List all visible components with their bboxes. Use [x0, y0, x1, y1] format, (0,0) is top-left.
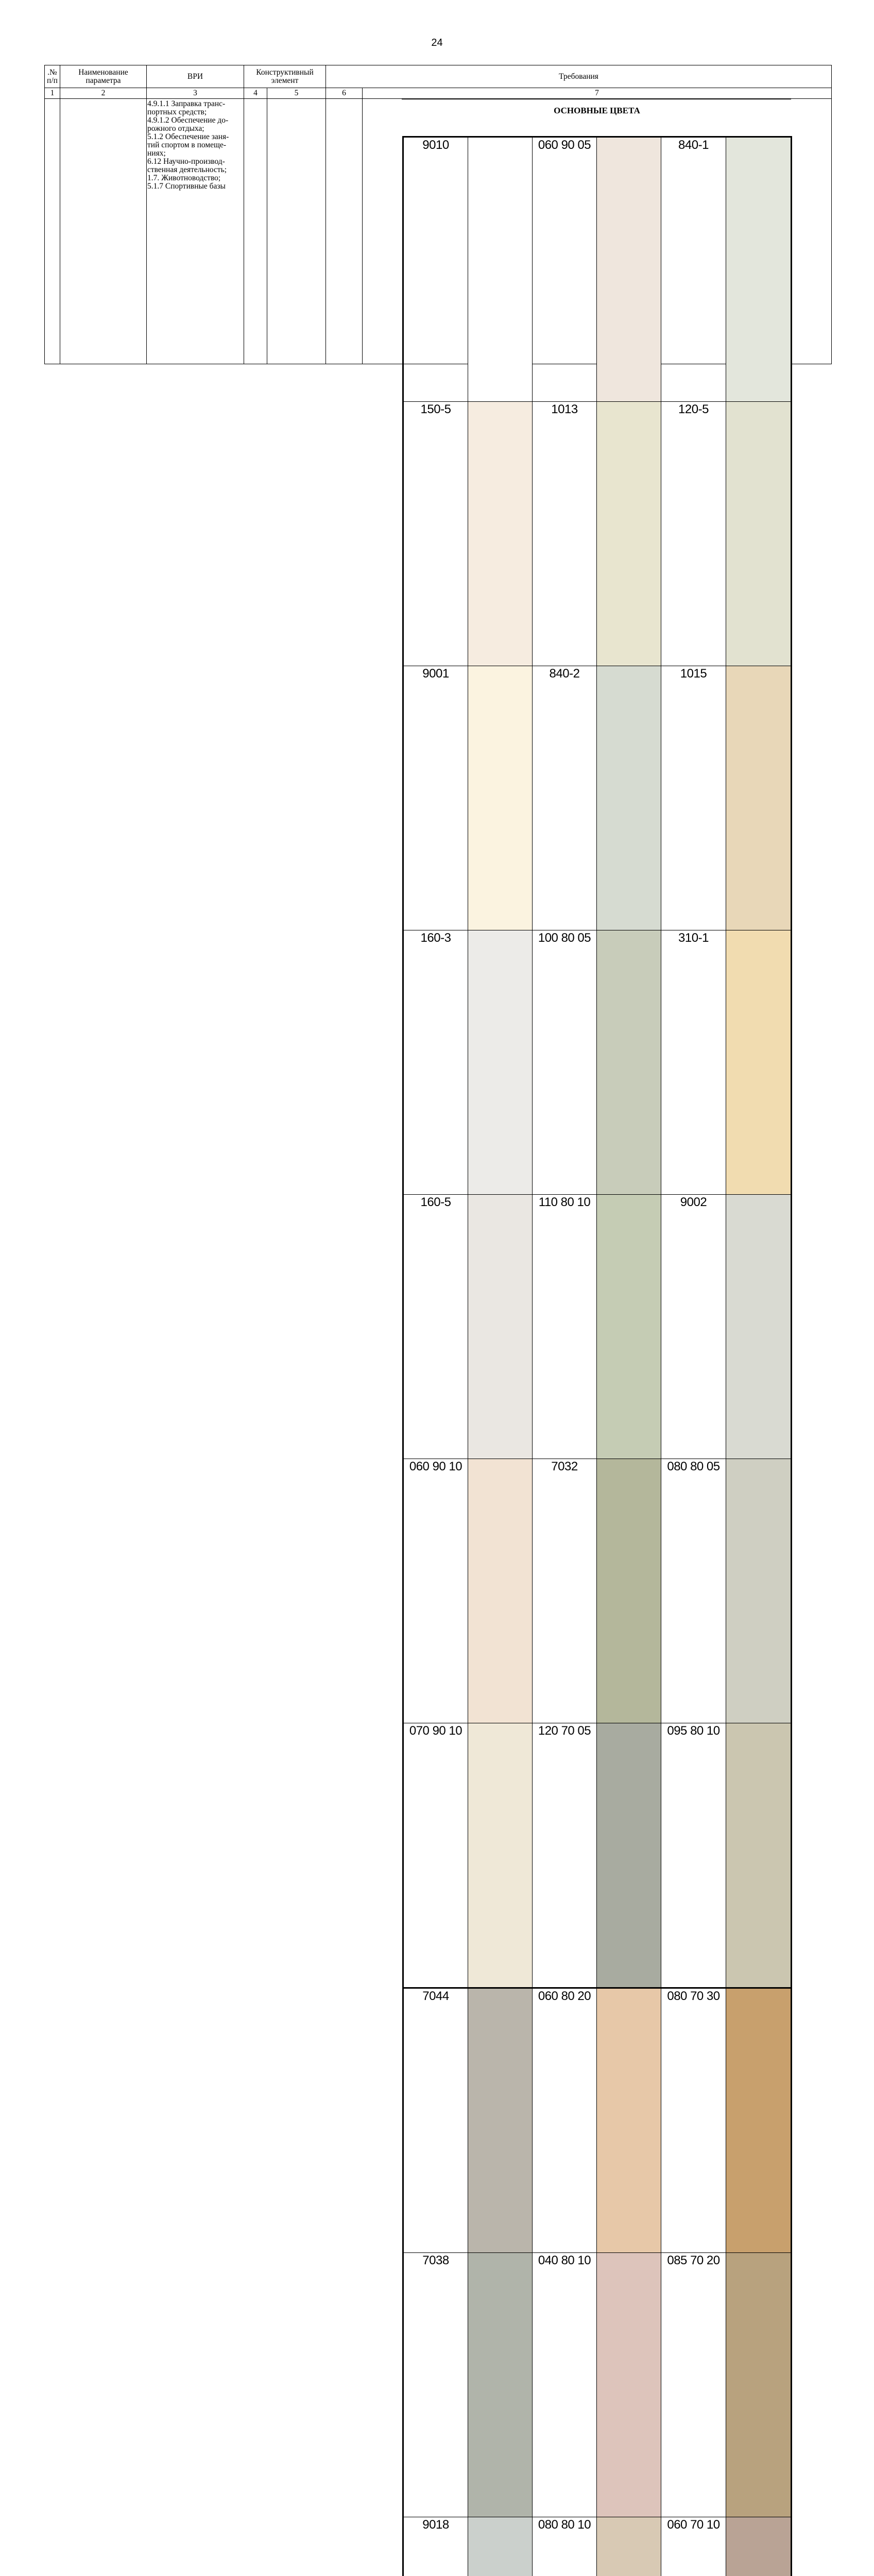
color-code: 1013: [533, 402, 597, 666]
column-number: 5: [267, 88, 326, 99]
color-code: 160-3: [404, 930, 468, 1195]
color-code: 060 90 10: [404, 1459, 468, 1723]
vri-line: 4.9.1.1 Заправка транс-: [147, 100, 243, 108]
column-number: 6: [326, 88, 363, 99]
palette-row: [404, 2517, 791, 2576]
color-code: 040 80 10: [533, 2253, 597, 2517]
color-swatch: [597, 666, 661, 930]
color-swatch: [726, 1988, 791, 2253]
color-code: 150-5: [404, 402, 468, 666]
color-code: 120-5: [661, 402, 726, 666]
color-palette-table: [403, 137, 791, 2576]
vri-line: ственная деятельность;: [147, 166, 243, 174]
color-code: 080 80 05: [661, 1459, 726, 1723]
column-number: 2: [60, 88, 147, 99]
color-swatch: [726, 1459, 791, 1723]
header-row: [45, 65, 832, 88]
color-code: 085 70 20: [661, 2253, 726, 2517]
color-code: 095 80 10: [661, 1723, 726, 1988]
color-code: 7038: [404, 2253, 468, 2517]
column-number: 4: [244, 88, 267, 99]
color-swatch: [726, 138, 791, 402]
color-swatch: [468, 402, 533, 666]
cell-number: [45, 99, 60, 364]
color-swatch: [597, 1988, 661, 2253]
header-col-param: Наименование параметра: [60, 65, 147, 88]
palette-row: [404, 1988, 791, 2253]
color-code: 9001: [404, 666, 468, 930]
palette-row: [404, 666, 791, 930]
cell-6: [326, 99, 363, 364]
color-code: 060 90 05: [533, 138, 597, 402]
cell-element-4: [244, 99, 267, 364]
color-swatch: [468, 930, 533, 1195]
vri-line: 5.1.7 Спортивные базы: [147, 182, 243, 191]
color-code: 7032: [533, 1459, 597, 1723]
cell-vri: [147, 99, 244, 364]
color-swatch: [726, 666, 791, 930]
color-code: 060 80 20: [533, 1988, 597, 2253]
palette-row: [404, 2253, 791, 2517]
color-swatch: [597, 930, 661, 1195]
color-code: 160-5: [404, 1195, 468, 1459]
header-col-vri: ВРИ: [147, 65, 244, 88]
color-swatch: [468, 1459, 533, 1723]
palette-row: [404, 1723, 791, 1988]
page-number: 24: [0, 37, 874, 49]
color-swatch: [597, 1459, 661, 1723]
color-swatch: [597, 1195, 661, 1459]
color-swatch: [726, 930, 791, 1195]
palette-row: [404, 930, 791, 1195]
color-code: 840-2: [533, 666, 597, 930]
color-code: 1015: [661, 666, 726, 930]
vri-line: 1.7. Животноводство;: [147, 174, 243, 182]
color-code: 100 80 05: [533, 930, 597, 1195]
column-number-row: [45, 88, 832, 99]
vri-line: тий спортом в помеще-: [147, 141, 243, 149]
color-swatch: [726, 2517, 791, 2576]
header-col-requirements: Требования: [326, 65, 832, 88]
header-col-number: .№ п/п: [45, 65, 60, 88]
color-code: 9002: [661, 1195, 726, 1459]
column-number: 3: [147, 88, 244, 99]
cell-param: [60, 99, 147, 364]
column-number: 7: [363, 88, 832, 99]
color-swatch: [468, 1195, 533, 1459]
color-swatch: [468, 666, 533, 930]
vri-line: рожного отдыха;: [147, 125, 243, 133]
vri-line: портных средств;: [147, 108, 243, 116]
palette-title: ОСНОВНЫЕ ЦВЕТА: [363, 107, 831, 115]
color-swatch: [468, 2253, 533, 2517]
cell-element-5: [267, 99, 326, 364]
vri-line: 5.1.2 Обеспечение заня-: [147, 133, 243, 141]
requirements-table: [44, 65, 832, 364]
color-code: 060 70 10: [661, 2517, 726, 2576]
color-swatch: [468, 1988, 533, 2253]
palette-row: [404, 402, 791, 666]
color-swatch: [726, 402, 791, 666]
color-swatch: [726, 2253, 791, 2517]
color-swatch: [468, 138, 533, 402]
palette-row: [404, 1195, 791, 1459]
color-swatch: [597, 2253, 661, 2517]
cell-requirements: [363, 99, 832, 364]
color-swatch: [597, 402, 661, 666]
color-swatch: [597, 2517, 661, 2576]
palette-row: [404, 1459, 791, 1723]
color-code: 120 70 05: [533, 1723, 597, 1988]
color-code: 840-1: [661, 138, 726, 402]
palette-row: [404, 138, 791, 402]
color-swatch: [597, 138, 661, 402]
color-swatch: [726, 1723, 791, 1988]
color-code: 9010: [404, 138, 468, 402]
color-code: 080 70 30: [661, 1988, 726, 2253]
column-number: 1: [45, 88, 60, 99]
color-swatch: [468, 2517, 533, 2576]
color-swatch: [468, 1723, 533, 1988]
color-code: 110 80 10: [533, 1195, 597, 1459]
color-code: 070 90 10: [404, 1723, 468, 1988]
color-code: 9018: [404, 2517, 468, 2576]
color-code: 7044: [404, 1988, 468, 2253]
vri-line: ниях;: [147, 149, 243, 158]
color-code: 310-1: [661, 930, 726, 1195]
header-col-element: Конструктивный элемент: [244, 65, 326, 88]
table-row: [45, 99, 832, 364]
vri-line: 4.9.1.2 Обеспечение до-: [147, 116, 243, 125]
color-swatch: [597, 1723, 661, 1988]
color-swatch: [726, 1195, 791, 1459]
color-code: 080 80 10: [533, 2517, 597, 2576]
vri-line: 6.12 Научно-производ-: [147, 158, 243, 166]
